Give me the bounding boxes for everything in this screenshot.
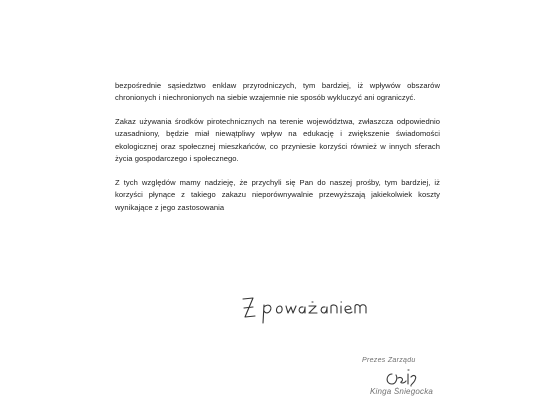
handwritten-closing-scribble xyxy=(240,289,380,329)
handwritten-signature xyxy=(384,366,424,388)
paragraph-text: Zakaz używania środków pirotechnicznych na terenie województwa, zwłaszcza odpowiednio uzasadniony, będzie miał niewątpliwy wpływ na edukację i zwiększenie świadomości ekologicznej oraz społecznej mieszkańców, co przyniesie korzyści również w innych sferach życia gospodarczego i społecznego. xyxy=(115,117,440,164)
letter-paragraph-2 xyxy=(115,116,440,166)
paragraph-text: bezpośrednie sąsiedztwo enklaw przyrodniczych, tym bardziej, iż wpływów obszarów chronionych i niechronionych na siebie wzajemnie nie sposób wykluczyć ani ograniczyć. xyxy=(115,81,440,103)
letter-paragraph-3 xyxy=(115,177,440,214)
handwritten-closing xyxy=(240,289,380,329)
paragraph-text: Z tych względów mamy nadzieję, że przychyli się Pan do naszej prośby, tym bardziej, iż korzyści płynące z takiego zakazu nieporównywalnie przewyższają jakiekolwiek koszty wynikające z jego zastosowania xyxy=(115,178,440,212)
signature-name: Kinga Śniegocka xyxy=(370,387,434,396)
signature-title: Prezes Zarządu xyxy=(362,357,416,364)
signature-block xyxy=(362,357,452,407)
letter-paragraph-1 xyxy=(115,80,440,105)
